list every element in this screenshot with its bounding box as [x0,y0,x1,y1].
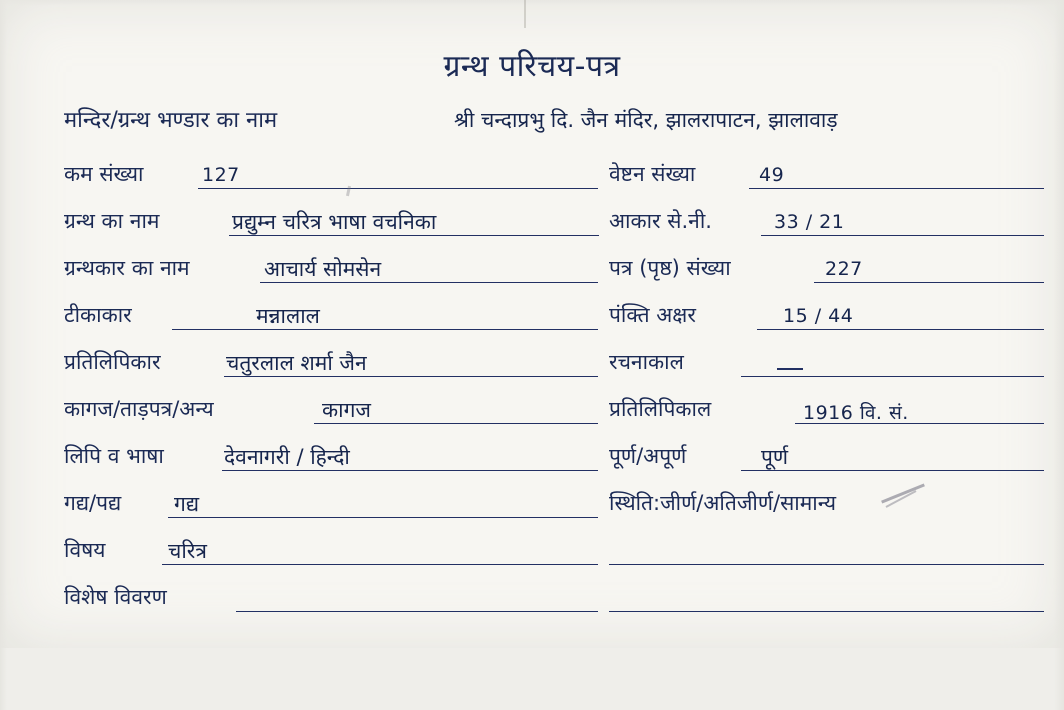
temple-name-row [64,104,1044,158]
field-value: पूर्ण [761,445,789,469]
form-row [64,158,1044,205]
field-label: ग्रन्थ का नाम [64,209,160,233]
form-field-right [609,534,1044,581]
field-rule [168,517,598,518]
form-row [64,534,1044,581]
field-value: 1916 वि. सं. [803,402,909,424]
field-label: प्रतिलिपिकार [64,350,161,374]
form-row [64,205,1044,252]
field-label: वेष्टन संख्या [609,162,696,186]
field-rule [741,376,1044,377]
page-title: ग्रन्थ परिचय-पत्र [443,49,621,84]
field-value: चरित्र [168,539,207,563]
field-label: कम संख्या [64,162,144,186]
field-label: ग्रन्थकार का नाम [64,256,190,280]
field-label: प्रतिलिपिकाल [609,397,712,421]
form-field-right [609,299,1044,346]
form-field-right [609,393,1044,440]
field-value: देवनागरी / हिन्दी [224,445,350,469]
field-rule [757,329,1044,330]
form-field-left [64,393,609,440]
field-rule [609,564,1044,565]
form-field-right [609,205,1044,252]
form-row [64,440,1044,487]
field-label: स्थिति:जीर्ण/अतिजीर्ण/सामान्य [609,491,837,515]
scan-edge-left [0,0,7,710]
field-rule [198,188,598,189]
field-rule [172,329,598,330]
field-label: लिपि व भाषा [64,444,164,468]
field-value: चतुरलाल शर्मा जैन [226,351,367,375]
field-rule [795,423,1044,424]
field-value: मन्नालाल [256,304,320,328]
field-label: रचनाकाल [609,350,684,374]
field-rule [749,188,1044,189]
field-rule [609,611,1044,612]
field-label: कागज/ताड़पत्र/अन्य [64,397,214,421]
field-value: 227 [825,258,863,280]
form-row [64,299,1044,346]
field-value: गद्य [174,492,200,516]
field-rule [761,235,1044,236]
form-row [64,252,1044,299]
field-label: विशेष विवरण [64,585,167,609]
form-field-left [64,252,609,299]
field-label: पूर्ण/अपूर्ण [609,444,687,468]
scan-edge-top [0,0,1064,6]
scan-edge-right [1054,0,1064,710]
field-label: पत्र (पृष्ठ) संख्या [609,256,731,280]
field-rule [260,282,598,283]
field-value: प्रद्युम्न चरित्र भाषा वचनिका [232,210,437,234]
field-label: गद्य/पद्य [64,491,122,515]
field-value: 127 [202,164,240,186]
field-rule [314,423,598,424]
field-value: 15 / 44 [783,305,854,327]
field-value: 33 / 21 [774,211,845,233]
field-rule [162,564,598,565]
form-field-left [64,299,609,346]
field-value: कागज [322,398,371,422]
field-value: आचार्य सोमसेन [264,257,382,281]
paper-bottom-margin [0,648,1064,710]
form-row [64,346,1044,393]
field-rule [236,611,598,612]
form-field-right [609,252,1044,299]
form-field-right [609,158,1044,205]
paper-fold-mark [524,0,526,28]
form-field-left [64,487,609,534]
temple-name-value: श्री चन्दाप्रभु दि. जैन मंदिर, झालरापाटन, झालावाड़ [454,108,838,132]
form-field-left [64,581,609,628]
form-row [64,581,1044,628]
field-rule [741,470,1044,471]
form-field-right [609,487,1044,534]
form-field-left [64,205,609,252]
field-rule [224,376,598,377]
field-label: आकार से.नी. [609,209,712,233]
form-field-left [64,440,609,487]
field-label: पंक्ति अक्षर [609,303,696,327]
field-handwritten-dash [777,368,803,370]
field-label: टीकाकार [64,303,132,327]
form-field-right [609,440,1044,487]
form-body [64,104,1044,628]
temple-name-label: मन्दिर/ग्रन्थ भण्डार का नाम [64,108,278,133]
field-rule [222,470,598,471]
form-field-left [64,158,609,205]
field-label: विषय [64,538,106,562]
form-field-left [64,346,609,393]
field-rule [814,282,1044,283]
form-field-right [609,581,1044,628]
form-field-right [609,346,1044,393]
form-field-left [64,534,609,581]
field-value: 49 [759,164,785,186]
field-rule [229,235,599,236]
form-row [64,393,1044,440]
